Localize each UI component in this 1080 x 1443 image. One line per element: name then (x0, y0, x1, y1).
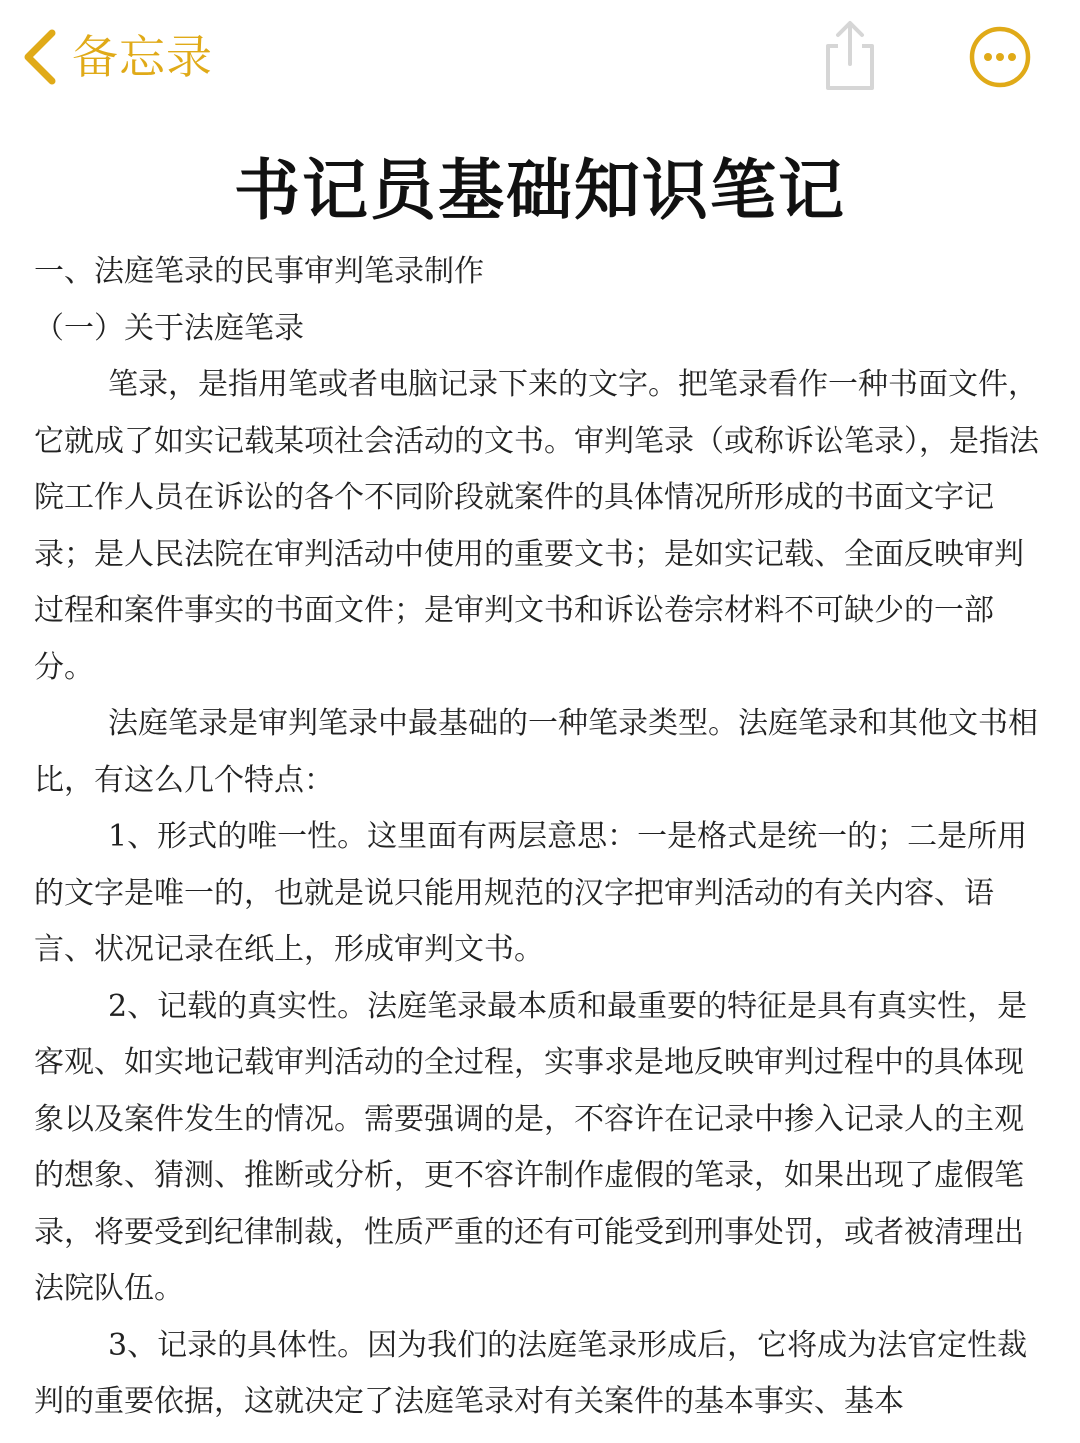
note-body (34, 244, 1044, 1431)
navigation-bar (0, 0, 1080, 115)
paragraph: 笔录，是指用笔或者电脑记录下来的文字。把笔录看作一种书面文件，它就成了如实记载某项社会活动的文书。审判笔录（或称诉讼笔录），是指法院工作人员在诉讼的各个不同阶段就案件的具体情况所形成的书面文字记录；是人民法院在审判活动中使用的重要文书；是如实记载、全面反映审判过程和案件事实的书面文件；是审判文书和诉讼卷宗材料不可缺少的一部分。 (34, 367, 1039, 685)
paragraph: 1、形式的唯一性。这里面有两层意思：一是格式是统一的；二是所用的文字是唯一的，也就是说只能用规范的汉字把审判活动的有关内容、语言、状况记录在纸上，形成审判文书。 (34, 819, 1028, 967)
more-icon (968, 25, 1032, 89)
paragraph: 3、记录的具体性。因为我们的法庭笔录形成后，它将成为法官定性裁判的重要依据，这就决定了法庭笔录对有关案件的基本事实、基本 (34, 1327, 1028, 1419)
paragraph: 2、记载的真实性。法庭笔录最本质和最重要的特征是具有真实性，是客观、如实地记载审判活动的全过程，实事求是地反映审判过程中的具体现象以及案件发生的情况。需要强调的是，不容许在记录中掺入记录人的主观的想象、猜测、推断或分析，更不容许制作虚假的笔录，如果出现了虚假笔录，将要受到纪律制裁，性质严重的还有可能受到刑事处罚，或者被清理出法院队伍。 (34, 988, 1028, 1306)
chevron-left-icon (22, 29, 58, 85)
back-label: 备忘录 (72, 30, 213, 84)
paragraph: 法庭笔录是审判笔录中最基础的一种笔录类型。法庭笔录和其他文书相比，有这么几个特点： (34, 706, 1038, 798)
note-title: 书记员基础知识笔记 (234, 151, 846, 229)
share-icon (818, 18, 882, 92)
back-button[interactable] (22, 22, 213, 92)
more-button[interactable] (968, 25, 1032, 89)
section-heading: 一、法庭笔录的民事审判笔录制作 (34, 254, 484, 289)
share-button[interactable] (818, 18, 882, 92)
subsection-heading: （一）关于法庭笔录 (34, 310, 304, 346)
